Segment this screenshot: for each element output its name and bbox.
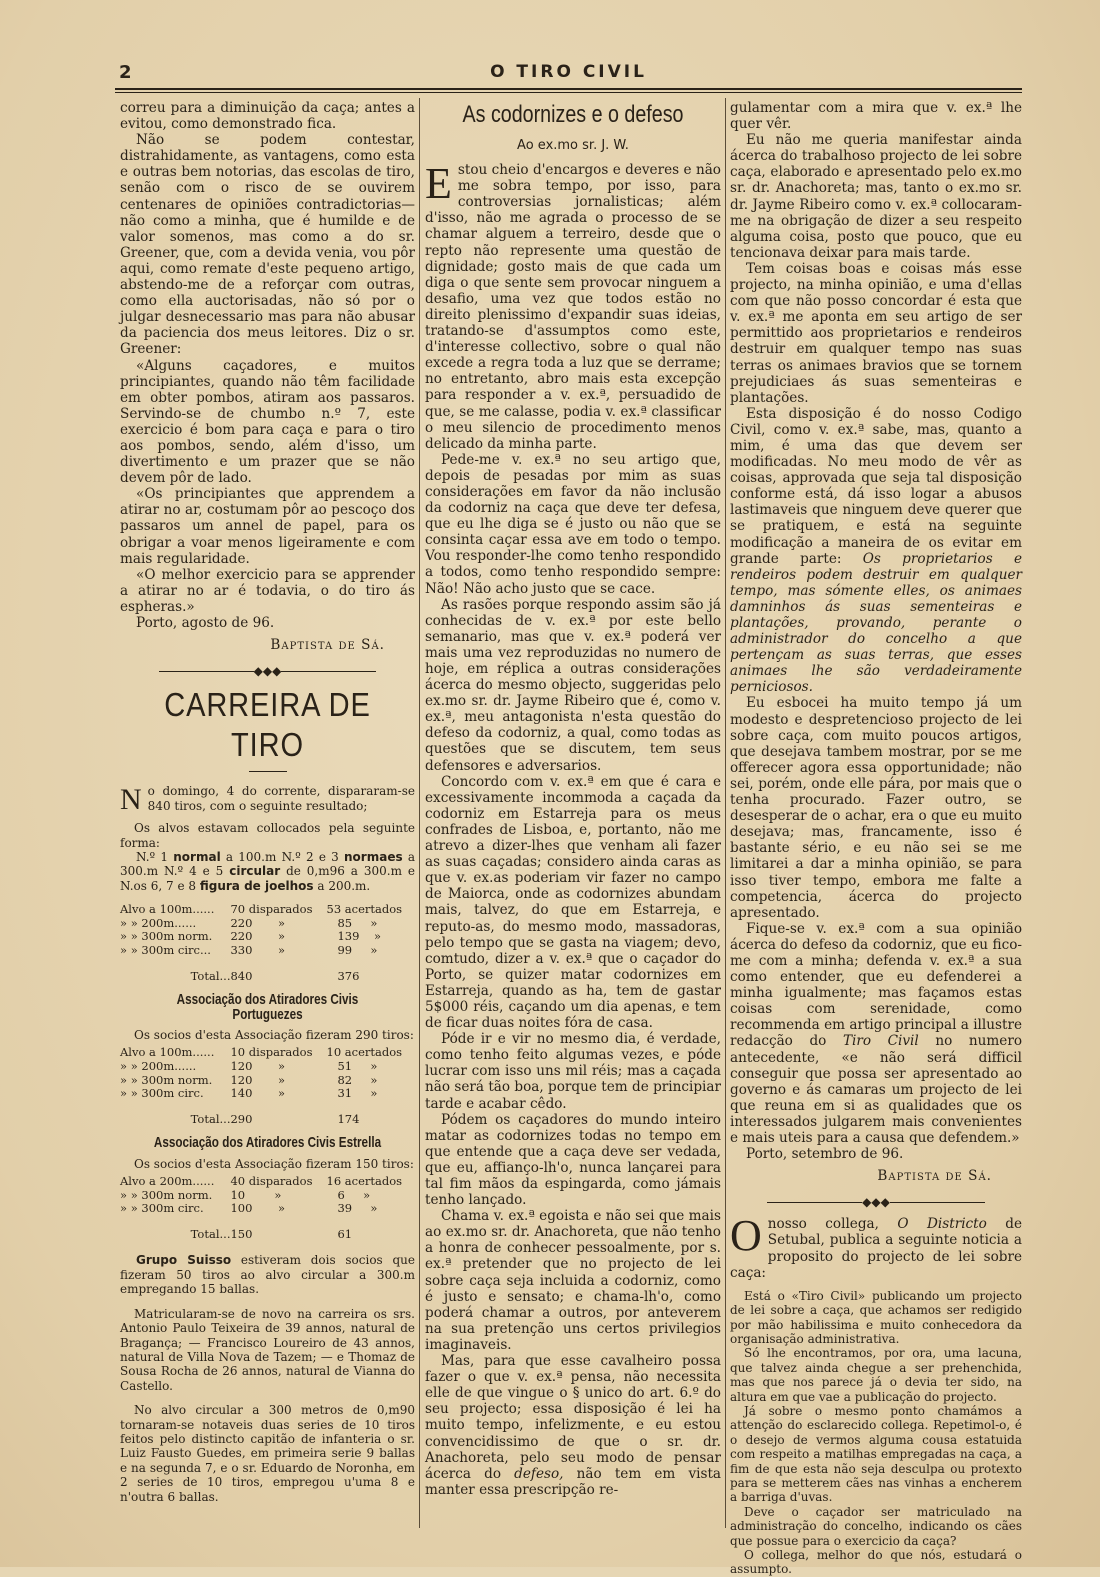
subsection-title: Associação dos Atiradores Civis Portuguezes xyxy=(176,991,359,1023)
paragraph: Fique-se v. ex.ª com a sua opinião ácerca do defeso da codorniz, que eu fico-me com a minha; defenda v. ex.ª a sua como entender, que eu defenderei a minha igualmente; mas façamos estas coisas com serenidade, como recommenda em artigo principal a illustre redacção do Tiro Civil no numero antecedente, «e não será difficil conseguir que possa ser apresentado ao governo e ás camaras um projecto de lei que reuna em si as qualidades que os interessados julgarem mais convenientes e mais uteis para a causa que defendem.» xyxy=(730,920,1022,1146)
article-address: Ao ex.mo sr. J. W. xyxy=(517,138,629,153)
dropcap: O xyxy=(730,1211,762,1261)
paragraph: Deve o caçador ser matriculado na administração do concelho, indicando os cães que possue para o exercicio da caça? xyxy=(730,1504,1022,1548)
results-table xyxy=(120,1175,415,1241)
paragraph: Concordo com v. ex.ª em que é cara e excessivamente incommoda a caçada da codorniz em Estarreja para os meus confrades de Lisboa, e, portanto, não me atrevo a dizer-lhes que venham ali fazer as suas caçadas; considero ainda caras as que v. ex.as poderiam vir fazer no campo de Maiorca, onde as codornizes abundam mais, talvez, do que em Estarreja, e reputo-as, do mesmo modo, massadoras, pelo tempo que se gasta na viagem; devo, comtudo, dizer a v. ex.ª que o caçador do Porto, se quizer matar codornizes em Estarreja, quando as ha, tem de gastar 5$000 réis, caçando um dia apenas, e tem de ficar duas noites fóra de casa. xyxy=(425,773,721,1032)
paragraph: Esta disposição é do nosso Codigo Civil, como v. ex.ª sabe, mas, quanto a mim, é uma das que devem ser modificadas. No meu modo de vêr as coisas, approvada que seja tal disposição conforme está, dá isso logar a abusos lastimaveis que ninguem deve querer que se pratiquem, e está na seguinte modificação a maneira de os evitar em grande parte: Os proprietarios e rendeiros podem destruir em qualquer tempo, mas sómente elles, os animaes damninhos ás suas sementeiras e plantações, provando, perante o administrador do concelho a que pertençam as suas terras, que esses animaes lhe são verdadeiramente perniciosos. xyxy=(730,405,1022,696)
paragraph: Não se podem contestar, distrahidamente, as vantagens, como esta e outras bem notorias, das escolas de tiro, senão com o risco de se ouvirem centenares de opiniões contradictorias—não como a minha, que é humilde e de valor somenos, mas como a do sr. Greener, que, com a devida venia, vou pôr aqui, como remate d'este pequeno artigo, abstendo-me de a reforçar com outras, como ella auctorisadas, não só por o julgar desnecessario mas para não abusar da paciencia dos meus leitores. Diz o sr. Greener: xyxy=(120,132,415,358)
divider xyxy=(249,771,287,772)
paragraph: «Os principiantes que apprendem a atirar no ar, costumam pôr ao pescoço dos passaros um annel de papel, para os obrigar a voar menos ligeiramente e com mais regularidade. xyxy=(120,486,415,567)
paragraph: Os socios d'esta Associação fizeram 290 tiros: xyxy=(134,1027,414,1042)
column-3 xyxy=(730,100,1022,1577)
table-row: Alvo a 100m...... 70 disparados 53 acertados xyxy=(120,902,403,917)
paragraph: Pede-me v. ex.ª no seu artigo que, depois de pesadas por mim as suas considerações em favor da não inclusão da codorniz na caça que deve ter defesa, que eu lhe diga se é justo ou não que se consinta caçar essa ave em todo o tempo. Vou responder-lhe como tenho respondido a todos, como tenho respondido sempre: Não! Não acho justo que se cace. xyxy=(425,451,721,597)
table-row: » » 300m norm. 220 » 139 » xyxy=(120,929,382,944)
header-rule xyxy=(115,88,1022,93)
table-row: » » 300m circ... 330 » 99 » xyxy=(120,942,378,957)
table-row: » » 300m norm. 10 » 6 » xyxy=(120,1187,371,1202)
column-divider xyxy=(419,98,420,1528)
paragraph: Está o «Tiro Civil» publicando um projecto de lei sobre a caça, que achamos ser redigido por mão habilissima e muito conhecedora da organisação administrativa. xyxy=(730,1288,1022,1346)
paragraph: No alvo circular a 300 metros de 0,m90 tornaram-se notaveis duas series de 10 tiros feitos pelo distincto capitão de infanteria o sr. Luiz Fausto Guedes, em primeira serie 9 ballas e na segunda 7, e o sr. Eduardo de Noronha, em 2 series de 10 tiros, empregou u'uma 8 e n'outra 6 ballas. xyxy=(120,1403,415,1504)
table-total-row: Total... 840 376 xyxy=(190,968,360,983)
table-row: Alvo a 100m...... 10 disparados 10 acertados xyxy=(120,1045,403,1060)
paragraph: Os socios d'esta Associação fizeram 150 tiros: xyxy=(134,1156,414,1171)
paragraph: gulamentar com a mira que v. ex.ª lhe quer vêr. xyxy=(730,100,1022,133)
paragraph: Grupo Suisso estiveram dois socios que fizeram 50 tiros ao alvo circular a 300.m empregando 15 ballas. xyxy=(120,1253,415,1297)
table-row: Alvo a 200m...... 40 disparados 16 acertados xyxy=(120,1174,403,1189)
table-total-row: Total... 290 174 xyxy=(190,1111,360,1126)
paragraph: Pódem os caçadores do mundo inteiro matar as codornizes todas no tempo em que entende que a caça deve ser vedada, que eu, affianço-lh'o, nunca lançarei para tal fim mãos da espingarda, como jámais tenho lançado. xyxy=(425,1111,721,1209)
paragraph: Estou cheio d'encargos e deveres e não me sobra tempo, por isso, para controversias jornalisticas; além d'isso, não me agrada o processo de se chamar alguem a terreiro, desde que o repto não represente uma questão de dignidade; gosto mais de que cada um diga o que sente sem provocar ninguem a desafio, uma vez que todos estão no direito plenissimo d'expandir suas ideias, tratando-se d'assumptos como este, d'interesse collectivo, sobre o qual não excede a regra toda a luz que se derrame; no entretanto, abro mais esta excepção para responder a v. ex.ª, persuadido de que, se me calasse, podia v. ex.ª classificar o meu silencio de procedimento menos delicado da minha parte. xyxy=(425,159,721,452)
section-title: CARREIRA DE TIRO xyxy=(164,686,371,764)
table-row: » » 200m...... 120 » 51 » xyxy=(120,1058,378,1073)
signature: Baptista de Sá. xyxy=(270,637,385,654)
carreira-body xyxy=(120,784,415,1504)
masthead: O TIRO CIVIL xyxy=(490,62,647,82)
column-divider xyxy=(725,98,726,1528)
paragraph: «Alguns caçadores, e muitos principiantes, quando não têm facilidade em obter pombos, atiram aos passaros. Servindo-se de chumbo n.º 7, este exercicio é bom para caça e para o tiro aos pombos, sendo, além d'isso, um divertimento e um prazer que se não devem pôr de lado. xyxy=(120,357,415,487)
subsection-title: Associação dos Atiradores Civis Estrella xyxy=(153,1134,382,1152)
paragraph: correu para a diminuição da caça; antes a evitou, como demonstrado fica. xyxy=(120,100,415,133)
table-row: » » 300m norm. 120 » 82 » xyxy=(120,1072,378,1087)
ornament-divider: ◆◆◆ xyxy=(730,1194,1022,1210)
paragraph: Já sobre o mesmo ponto chamámos a attenção do esclarecido collega. Repetimol-o, é o desejo de vermos alguma cousa estatuida com respeito a matilhas empregadas na caça, a fim de que esta não seja desculpa ou protexto para se metterem cães nas vinhas a encherem a barriga d'uvas. xyxy=(730,1404,1022,1505)
table-row: » » 300m circ. 140 » 31 » xyxy=(120,1086,378,1101)
article-title: As codornizes e o defeso xyxy=(462,101,684,128)
paragraph: Eu não me queria manifestar ainda ácerca do trabalhoso projecto de lei sobre caça, elaborado e apresentado pelo ex.mo sr. dr. Anachoreta; mas, tanto o ex.mo sr. dr. Jayme Ribeiro como v. ex.ª collocaram-me na obrigação de dizer a seu respeito alguma coisa, posto que pouco, que eu tencionava deixar para mais tarde. xyxy=(730,132,1022,261)
results-table xyxy=(120,1046,415,1126)
paragraph: Porto, setembro de 96. xyxy=(746,1146,904,1163)
paragraph: As rasões porque respondo assim são já conhecidas de v. ex.ª por este bello semanario, mas que v. ex.ª poderá ver mais uma vez reproduzidas no numero de hoje, em réplica a outras considerações ácerca do mesmo objecto, suggeridas pelo ex.mo sr. dr. Jayme Ribeiro que é, como v. ex.ª, meu antagonista n'esta questão do defeso da codorniz, a qual, como todas as questões que se discutem, tem seus defensores e adversarios. xyxy=(425,596,721,774)
paragraph: Porto, agosto de 96. xyxy=(136,615,275,631)
page-number: 2 xyxy=(119,62,132,83)
paragraph: Eu esbocei ha muito tempo já um modesto e despretencioso projecto de lei sobre caça, com muito poucos artigos, que desejava tambem mostrar, por se me offerecer agora essa opportunidade; não sei, porém, onde elle pára, por mais que o tenha procurado. Fazer outro, se desesperar de o achar, era o que eu muito desejava; mas, francamente, isso é bastante sério, e eu não sei se me limitarei a dar a minha opinião, se para isso tiver tempo, embora me falte a competencia, ácerca do projecto apresentado. xyxy=(730,695,1022,921)
table-row: » » 200m...... 220 » 85 » xyxy=(120,915,378,930)
column-1 xyxy=(120,100,415,1504)
signature: Baptista de Sá. xyxy=(877,1168,992,1185)
dropcap: N xyxy=(120,783,142,817)
page-header xyxy=(115,60,1022,86)
table-row: » » 300m circ. 100 » 39 » xyxy=(120,1201,378,1216)
table-total-row: Total... 150 61 xyxy=(190,1226,353,1241)
paragraph: O collega, melhor do que nós, estudará o assumpto. xyxy=(730,1548,1022,1577)
paragraph: Tem coisas boas e coisas más esse projecto, na minha opinião, e uma d'ellas com que não posso concordar é esta que v. ex.ª me aponta em seu artigo de ser permittido aos proprietarios e rendeiros destruir em qualquer tempo nas suas terras os animaes bravios que se tornem prejudiciaes ás suas sementeiras e plantações. xyxy=(730,260,1022,406)
paragraph: Onosso collega, O Districto de Setubal, publica a seguinte noticia a proposito do projecto de lei sobre caça: xyxy=(730,1211,1023,1281)
paragraph: Só lhe encontramos, por ora, uma lacuna, que talvez ainda chegue a ser prehenchida, mas que nos parece já o devia ter sido, na altura em que vae a publicação do projecto. xyxy=(730,1346,1022,1404)
paragraph: Os alvos estavam collocados pela seguinte forma: xyxy=(120,821,415,850)
alvos-description: N.º 1 normal a 100.m N.º 2 e 3 normaes a 300.m N.º 4 e 5 circular de 0,m96 a 300.m e N.os 6, 7 e 8 figura de joelhos a 200.m. xyxy=(120,849,415,893)
results-table xyxy=(120,903,415,983)
paragraph: Chama v. ex.ª egoista e não sei que mais ao ex.mo sr. dr. Anachoreta, que não tenho a honra de conhecer pessoalmente, por s. ex.ª pretender que no projecto de lei sobre caça seja incluida a codorniz, como é justo e sensato; e chama-lh'o, como poderá chamar a outros, por anteverem na sua pretenção uns certos privilegios imaginaveis. xyxy=(425,1208,721,1353)
paragraph: Póde ir e vir no mesmo dia, é verdade, como tenho feito algumas vezes, e póde lucrar com isso uns mil réis; mas a caçada não será tão boa, porque tem de principiar tarde e acabar cêdo. xyxy=(425,1031,721,1112)
paragraph: «O melhor exercicio para se apprender a atirar no ar é todavia, o do tiro ás espheras.» xyxy=(120,566,415,615)
quoted-notice xyxy=(730,1289,1022,1577)
paragraph: Mas, para que esse cavalheiro possa fazer o que v. ex.ª pensa, não necessita elle de que vingue o § unico do art. 6.º do seu projecto; essa disposição é lei ha muito tempo, infelizmente, e eu estou convencidissimo de que o sr. dr. Anachoreta, pelo seu modo de pensar ácerca do defeso, não tem em vista manter essa prescripção re- xyxy=(425,1353,722,1498)
dropcap: E xyxy=(425,159,452,209)
column-2 xyxy=(425,100,721,1498)
paragraph: o domingo, 4 do corrente, dispararam-se 840 tiros, com o seguinte resultado; xyxy=(147,784,415,813)
ornament-divider: ◆◆◆ xyxy=(120,663,415,679)
paragraph: Matricularam-se de novo na carreira os srs. Antonio Paulo Teixeira de 39 annos, natural de Bragança; — Francisco Loureiro de 43 annos, natural de Villa Nova de Tazem; — e Thomaz de Sousa Rocha de 26 annos, natural de Vianna do Castello. xyxy=(120,1306,415,1393)
